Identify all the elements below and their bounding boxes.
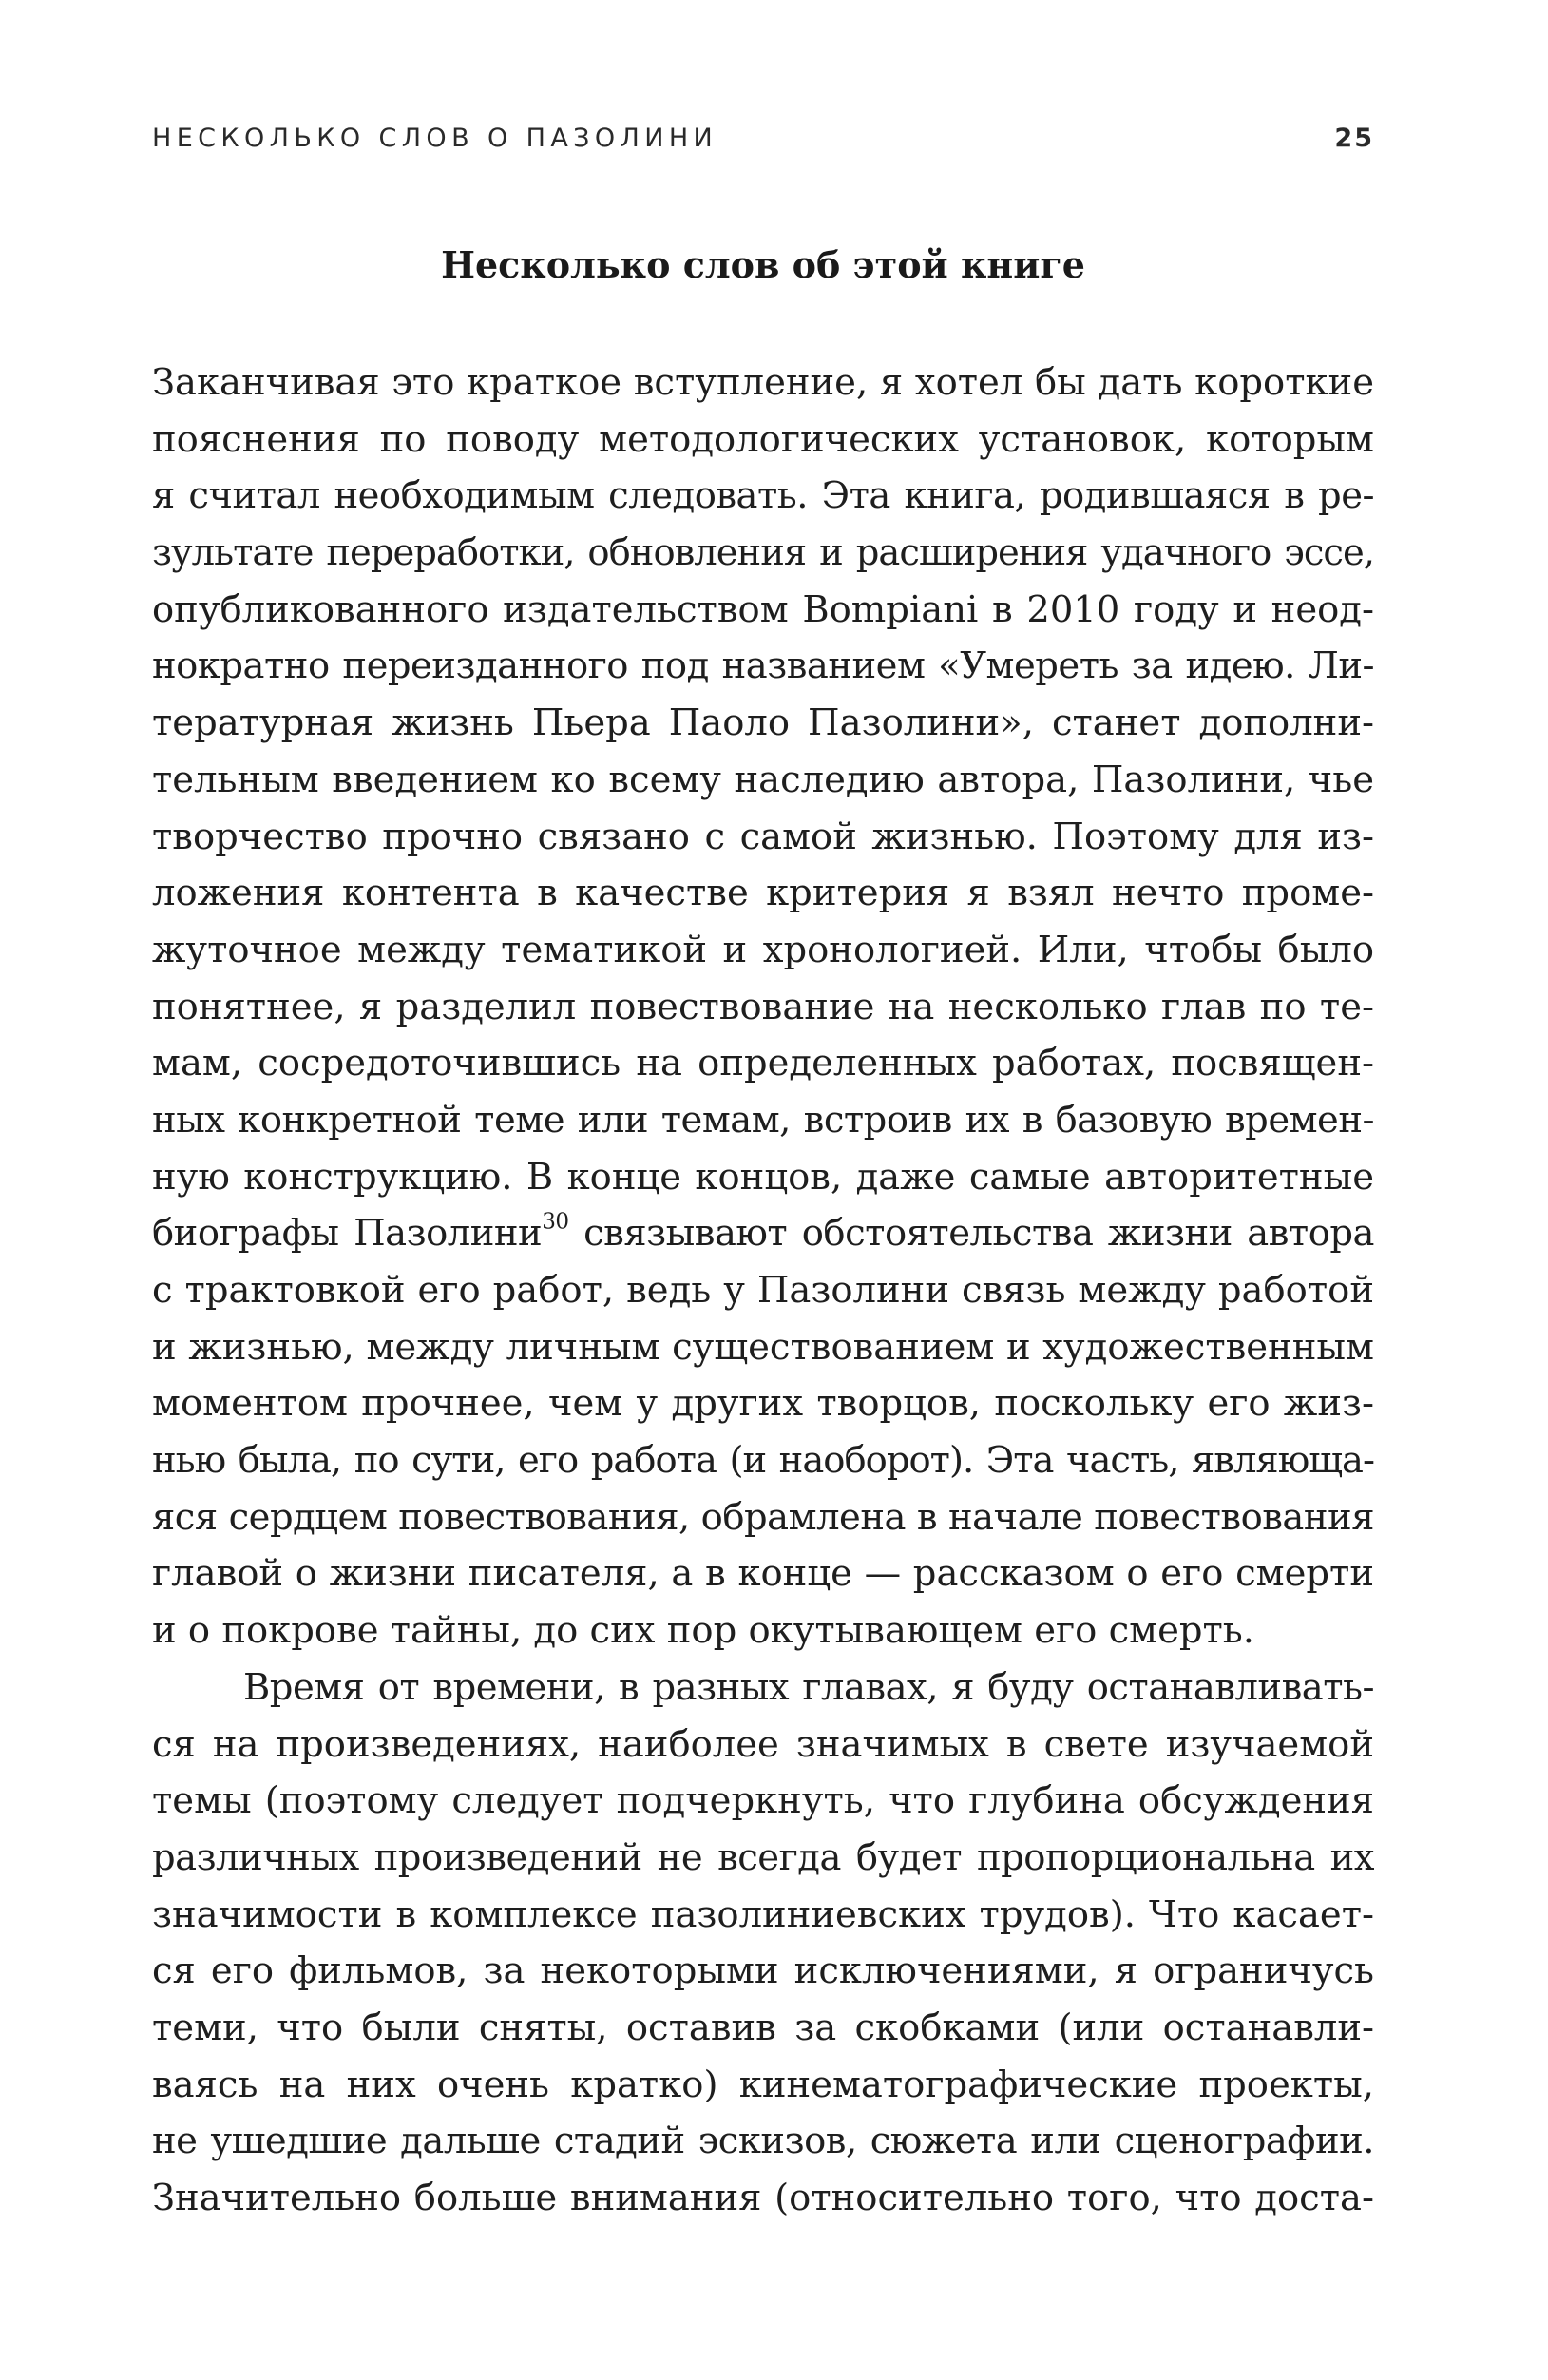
- text-line: нью была, по сути, его работа (и наоборот). Эта часть, являюща-: [152, 1439, 1374, 1483]
- text-line: Заканчивая это краткое вступление, я хотел бы дать короткие: [152, 361, 1374, 404]
- text-line: значимости в комплексе пазолиниевских трудов). Что касает-: [152, 1892, 1374, 1936]
- running-header: НЕСКОЛЬКО СЛОВ О ПАЗОЛИНИ: [152, 124, 718, 153]
- text-line: темы (поэтому следует подчеркнуть, что глубина обсуждения: [152, 1779, 1374, 1823]
- footnote-reference[interactable]: 30: [542, 1210, 569, 1235]
- text-line: и жизнью, между личным существованием и художественным: [152, 1325, 1374, 1369]
- text-line: тературная жизнь Пьера Паоло Пазолини», станет дополни-: [152, 701, 1374, 745]
- text-line: Значительно больше внимания (относительно того, что доста-: [152, 2177, 1374, 2219]
- footnote-line-after: связывают обстоятельства жизни автора: [568, 1212, 1375, 1256]
- text-line: ваясь на них очень кратко) кинематографические проекты,: [152, 2063, 1374, 2106]
- text-line: я считал необходимым следовать. Эта книга, родившаяся в ре-: [152, 474, 1374, 518]
- text-line: Время от времени, в разных главах, я буду останавливать-: [243, 1665, 1374, 1709]
- paragraph-2: [152, 1660, 1374, 2227]
- page-number: 25: [1334, 124, 1374, 153]
- text-line: ся его фильмов, за некоторыми исключениями, я ограничусь: [152, 1949, 1374, 1993]
- text-line: нократно переизданного под названием «Умереть за идею. Ли-: [152, 644, 1374, 688]
- body-text: [152, 355, 1374, 2227]
- footnote-line-before: биографы Пазолини: [152, 1212, 543, 1256]
- text-line: и о покрове тайны, до сих пор окутывающем его смерть.: [152, 1609, 1255, 1653]
- text-line: ных конкретной теме или темам, встроив их в базовую времен-: [152, 1098, 1374, 1142]
- text-line: теми, что были сняты, оставив за скобками (или останавли-: [152, 2006, 1374, 2049]
- text-line: понятнее, я разделил повествование на несколько глав по те-: [152, 985, 1374, 1028]
- paragraph-1: [152, 355, 1374, 1660]
- text-line: различных произведений не всегда будет пропорциональна их: [152, 1835, 1374, 1879]
- text-line: моментом прочнее, чем у других творцов, поскольку его жиз-: [152, 1382, 1374, 1426]
- text-line: с трактовкой его работ, ведь у Пазолини связь между работой: [152, 1269, 1374, 1312]
- text-line: ложения контента в качестве критерия я взял нечто проме-: [152, 872, 1374, 915]
- text-line: не ушедшие дальше стадий эскизов, сюжета или сценографии.: [152, 2120, 1374, 2163]
- text-line: творчество прочно связано с самой жизнью. Поэтому для из-: [152, 815, 1374, 858]
- text-line: зультате переработки, обновления и расширения удачного эссе,: [152, 531, 1374, 575]
- text-line: ся на произведениях, наиболее значимых в свете изучаемой: [152, 1722, 1374, 1766]
- text-line: мам, сосредоточившись на определенных работах, посвящен-: [152, 1042, 1374, 1085]
- text-line: опубликованного издательством Bompiani в 2010 году и неод-: [152, 587, 1374, 631]
- section-title: Несколько слов об этой книге: [441, 243, 1085, 286]
- text-line: ную конструкцию. В конце концов, даже самые авторитетные: [152, 1155, 1374, 1199]
- text-line: яся сердцем повествования, обрамлена в начале повествования: [152, 1495, 1374, 1539]
- text-line: тельным введением ко всему наследию автора, Пазолини, чье: [152, 758, 1374, 801]
- text-line-with-footnote: [152, 1205, 1374, 1262]
- text-line: пояснения по поводу методологических установок, которым: [152, 417, 1374, 461]
- text-line: главой о жизни писателя, а в конце — рассказом о его смерти: [152, 1552, 1374, 1596]
- text-line: жуточное между тематикой и хронологией. Или, чтобы было: [152, 928, 1374, 971]
